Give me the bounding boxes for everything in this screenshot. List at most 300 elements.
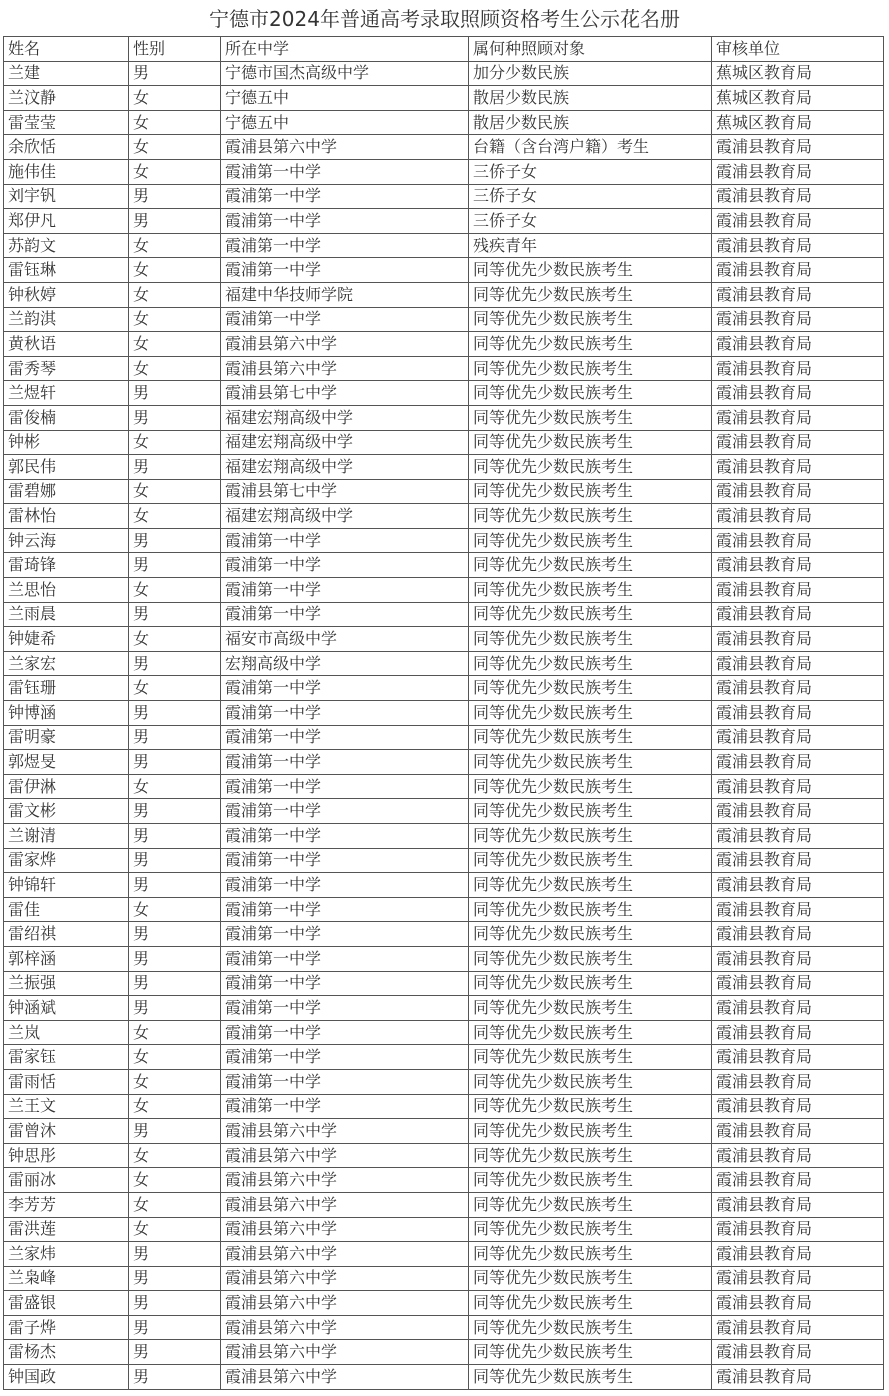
cell-gender: 男 (129, 405, 221, 430)
cell-category: 三侨子女 (469, 209, 712, 234)
table-row (4, 86, 884, 111)
table-row (4, 799, 884, 824)
cell-category: 同等优先少数民族考生 (469, 1266, 712, 1291)
cell-category: 同等优先少数民族考生 (469, 750, 712, 775)
cell-school: 霞浦第一中学 (221, 676, 469, 701)
table-row (4, 1266, 884, 1291)
cell-school: 霞浦第一中学 (221, 184, 469, 209)
cell-gender: 女 (129, 1168, 221, 1193)
cell-gender: 男 (129, 1266, 221, 1291)
cell-school: 霞浦第一中学 (221, 553, 469, 578)
table-row (4, 1143, 884, 1168)
table-row (4, 1094, 884, 1119)
cell-name: 钟云海 (4, 528, 129, 553)
cell-name: 苏韵文 (4, 233, 129, 258)
cell-category: 同等优先少数民族考生 (469, 282, 712, 307)
table-row (4, 1192, 884, 1217)
cell-unit: 霞浦县教育局 (712, 1365, 884, 1390)
table-row (4, 873, 884, 898)
cell-category: 同等优先少数民族考生 (469, 1242, 712, 1267)
cell-name: 兰谢清 (4, 824, 129, 849)
table-row (4, 1340, 884, 1365)
roster-body (4, 61, 884, 1389)
cell-unit: 霞浦县教育局 (712, 725, 884, 750)
cell-unit: 霞浦县教育局 (712, 307, 884, 332)
cell-gender: 女 (129, 282, 221, 307)
table-row (4, 135, 884, 160)
cell-gender: 女 (129, 1069, 221, 1094)
cell-gender: 男 (129, 184, 221, 209)
table-row (4, 332, 884, 357)
cell-category: 同等优先少数民族考生 (469, 602, 712, 627)
cell-gender: 男 (129, 1119, 221, 1144)
cell-gender: 女 (129, 1045, 221, 1070)
cell-unit: 霞浦县教育局 (712, 282, 884, 307)
cell-category: 同等优先少数民族考生 (469, 1168, 712, 1193)
cell-school: 霞浦第一中学 (221, 922, 469, 947)
cell-gender: 男 (129, 1291, 221, 1316)
cell-school: 霞浦县第六中学 (221, 1242, 469, 1267)
cell-school: 霞浦第一中学 (221, 774, 469, 799)
cell-unit: 霞浦县教育局 (712, 381, 884, 406)
cell-school: 霞浦第一中学 (221, 848, 469, 873)
cell-category: 同等优先少数民族考生 (469, 1365, 712, 1390)
table-row (4, 1119, 884, 1144)
cell-gender: 男 (129, 725, 221, 750)
cell-unit: 霞浦县教育局 (712, 774, 884, 799)
cell-category: 台籍（含台湾户籍）考生 (469, 135, 712, 160)
cell-gender: 女 (129, 356, 221, 381)
cell-gender: 女 (129, 258, 221, 283)
cell-name: 郭民伟 (4, 455, 129, 480)
cell-category: 同等优先少数民族考生 (469, 1315, 712, 1340)
cell-unit: 霞浦县教育局 (712, 1217, 884, 1242)
cell-unit: 霞浦县教育局 (712, 159, 884, 184)
table-row (4, 1242, 884, 1267)
cell-school: 霞浦第一中学 (221, 1094, 469, 1119)
cell-school: 宏翔高级中学 (221, 651, 469, 676)
cell-name: 雷佳 (4, 897, 129, 922)
cell-unit: 霞浦县教育局 (712, 627, 884, 652)
cell-name: 雷洪莲 (4, 1217, 129, 1242)
cell-category: 同等优先少数民族考生 (469, 455, 712, 480)
cell-unit: 霞浦县教育局 (712, 701, 884, 726)
table-row (4, 725, 884, 750)
cell-category: 残疾青年 (469, 233, 712, 258)
cell-unit: 霞浦县教育局 (712, 578, 884, 603)
cell-gender: 男 (129, 651, 221, 676)
table-row (4, 750, 884, 775)
cell-name: 钟涵斌 (4, 996, 129, 1021)
cell-category: 同等优先少数民族考生 (469, 922, 712, 947)
roster-table (3, 36, 884, 1390)
cell-name: 兰煜轩 (4, 381, 129, 406)
table-row (4, 381, 884, 406)
cell-category: 同等优先少数民族考生 (469, 479, 712, 504)
table-row (4, 258, 884, 283)
cell-category: 同等优先少数民族考生 (469, 553, 712, 578)
cell-school: 霞浦县第六中学 (221, 332, 469, 357)
cell-category: 同等优先少数民族考生 (469, 405, 712, 430)
cell-unit: 霞浦县教育局 (712, 455, 884, 480)
cell-school: 霞浦第一中学 (221, 1069, 469, 1094)
cell-gender: 男 (129, 824, 221, 849)
table-row (4, 1217, 884, 1242)
cell-category: 同等优先少数民族考生 (469, 356, 712, 381)
cell-name: 雷丽冰 (4, 1168, 129, 1193)
cell-unit: 霞浦县教育局 (712, 1291, 884, 1316)
cell-school: 霞浦县第七中学 (221, 479, 469, 504)
cell-name: 兰汶静 (4, 86, 129, 111)
cell-unit: 霞浦县教育局 (712, 258, 884, 283)
cell-name: 郭梓涵 (4, 946, 129, 971)
table-row (4, 61, 884, 86)
cell-gender: 女 (129, 504, 221, 529)
cell-unit: 霞浦县教育局 (712, 651, 884, 676)
cell-school: 霞浦县第六中学 (221, 1217, 469, 1242)
cell-name: 雷曾沐 (4, 1119, 129, 1144)
cell-school: 霞浦第一中学 (221, 824, 469, 849)
cell-category: 同等优先少数民族考生 (469, 1045, 712, 1070)
cell-school: 霞浦县第六中学 (221, 1192, 469, 1217)
cell-gender: 男 (129, 381, 221, 406)
cell-school: 霞浦第一中学 (221, 946, 469, 971)
cell-name: 兰建 (4, 61, 129, 86)
cell-category: 同等优先少数民族考生 (469, 774, 712, 799)
cell-unit: 霞浦县教育局 (712, 504, 884, 529)
cell-category: 同等优先少数民族考生 (469, 676, 712, 701)
cell-gender: 女 (129, 1143, 221, 1168)
header-unit: 审核单位 (712, 37, 884, 62)
table-row (4, 430, 884, 455)
cell-category: 同等优先少数民族考生 (469, 873, 712, 898)
cell-school: 福安市高级中学 (221, 627, 469, 652)
cell-unit: 霞浦县教育局 (712, 1340, 884, 1365)
table-row (4, 848, 884, 873)
cell-school: 霞浦县第六中学 (221, 135, 469, 160)
cell-school: 福建宏翔高级中学 (221, 455, 469, 480)
cell-category: 三侨子女 (469, 184, 712, 209)
cell-unit: 霞浦县教育局 (712, 479, 884, 504)
cell-unit: 霞浦县教育局 (712, 332, 884, 357)
cell-name: 雷伊淋 (4, 774, 129, 799)
table-row (4, 602, 884, 627)
table-row (4, 996, 884, 1021)
header-category: 属何种照顾对象 (469, 37, 712, 62)
cell-name: 余欣恬 (4, 135, 129, 160)
cell-unit: 霞浦县教育局 (712, 848, 884, 873)
cell-school: 福建宏翔高级中学 (221, 504, 469, 529)
table-row (4, 184, 884, 209)
cell-unit: 蕉城区教育局 (712, 110, 884, 135)
cell-unit: 霞浦县教育局 (712, 1119, 884, 1144)
cell-school: 霞浦第一中学 (221, 873, 469, 898)
table-row (4, 946, 884, 971)
table-row (4, 1365, 884, 1390)
cell-gender: 男 (129, 701, 221, 726)
cell-unit: 霞浦县教育局 (712, 1020, 884, 1045)
table-row (4, 922, 884, 947)
cell-school: 霞浦第一中学 (221, 602, 469, 627)
cell-name: 黄秋语 (4, 332, 129, 357)
cell-school: 霞浦县第六中学 (221, 1291, 469, 1316)
cell-category: 加分少数民族 (469, 61, 712, 86)
cell-name: 雷子烨 (4, 1315, 129, 1340)
cell-name: 雷碧娜 (4, 479, 129, 504)
cell-school: 霞浦县第六中学 (221, 1266, 469, 1291)
cell-gender: 男 (129, 848, 221, 873)
cell-school: 霞浦第一中学 (221, 258, 469, 283)
cell-category: 同等优先少数民族考生 (469, 332, 712, 357)
cell-school: 霞浦第一中学 (221, 1045, 469, 1070)
cell-category: 同等优先少数民族考生 (469, 627, 712, 652)
table-row (4, 971, 884, 996)
cell-school: 霞浦第一中学 (221, 897, 469, 922)
header-school: 所在中学 (221, 37, 469, 62)
table-row (4, 897, 884, 922)
cell-school: 霞浦县第七中学 (221, 381, 469, 406)
document-title: 宁德市2024年普通高考录取照顾资格考生公示花名册 (209, 7, 680, 31)
table-row (4, 651, 884, 676)
cell-gender: 女 (129, 332, 221, 357)
table-row (4, 553, 884, 578)
cell-name: 雷雨恬 (4, 1069, 129, 1094)
cell-unit: 霞浦县教育局 (712, 799, 884, 824)
cell-category: 同等优先少数民族考生 (469, 848, 712, 873)
cell-category: 同等优先少数民族考生 (469, 799, 712, 824)
cell-category: 同等优先少数民族考生 (469, 996, 712, 1021)
cell-name: 兰家宏 (4, 651, 129, 676)
table-row (4, 1291, 884, 1316)
cell-unit: 霞浦县教育局 (712, 1266, 884, 1291)
cell-school: 霞浦第一中学 (221, 750, 469, 775)
table-row (4, 578, 884, 603)
cell-category: 同等优先少数民族考生 (469, 1020, 712, 1045)
cell-unit: 霞浦县教育局 (712, 135, 884, 160)
cell-unit: 霞浦县教育局 (712, 430, 884, 455)
cell-category: 散居少数民族 (469, 110, 712, 135)
cell-category: 同等优先少数民族考生 (469, 946, 712, 971)
cell-gender: 女 (129, 110, 221, 135)
cell-name: 兰王文 (4, 1094, 129, 1119)
cell-gender: 女 (129, 479, 221, 504)
cell-gender: 女 (129, 774, 221, 799)
cell-gender: 女 (129, 1192, 221, 1217)
cell-unit: 霞浦县教育局 (712, 553, 884, 578)
cell-gender: 男 (129, 971, 221, 996)
cell-unit: 霞浦县教育局 (712, 405, 884, 430)
cell-gender: 男 (129, 750, 221, 775)
cell-school: 霞浦第一中学 (221, 1020, 469, 1045)
cell-name: 钟婕希 (4, 627, 129, 652)
cell-unit: 霞浦县教育局 (712, 1242, 884, 1267)
cell-name: 钟博涵 (4, 701, 129, 726)
cell-unit: 霞浦县教育局 (712, 209, 884, 234)
cell-name: 雷文彬 (4, 799, 129, 824)
table-row (4, 209, 884, 234)
cell-school: 霞浦县第六中学 (221, 356, 469, 381)
cell-unit: 霞浦县教育局 (712, 897, 884, 922)
cell-name: 雷俊楠 (4, 405, 129, 430)
cell-name: 兰思怡 (4, 578, 129, 603)
cell-school: 宁德五中 (221, 86, 469, 111)
cell-school: 霞浦第一中学 (221, 725, 469, 750)
cell-unit: 霞浦县教育局 (712, 824, 884, 849)
cell-school: 霞浦第一中学 (221, 233, 469, 258)
table-row (4, 774, 884, 799)
cell-school: 福建中华技师学院 (221, 282, 469, 307)
cell-name: 雷林怡 (4, 504, 129, 529)
cell-name: 雷琦锋 (4, 553, 129, 578)
cell-name: 兰振强 (4, 971, 129, 996)
cell-school: 福建宏翔高级中学 (221, 405, 469, 430)
cell-category: 同等优先少数民族考生 (469, 1069, 712, 1094)
table-row (4, 1315, 884, 1340)
cell-name: 雷钰珊 (4, 676, 129, 701)
table-row (4, 307, 884, 332)
cell-gender: 男 (129, 602, 221, 627)
cell-school: 宁德市国杰高级中学 (221, 61, 469, 86)
cell-category: 同等优先少数民族考生 (469, 504, 712, 529)
cell-category: 三侨子女 (469, 159, 712, 184)
cell-category: 同等优先少数民族考生 (469, 1192, 712, 1217)
cell-name: 郑伊凡 (4, 209, 129, 234)
cell-gender: 男 (129, 1365, 221, 1390)
cell-gender: 男 (129, 1340, 221, 1365)
table-row (4, 233, 884, 258)
cell-name: 雷盛银 (4, 1291, 129, 1316)
cell-category: 同等优先少数民族考生 (469, 651, 712, 676)
cell-category: 同等优先少数民族考生 (469, 528, 712, 553)
cell-unit: 蕉城区教育局 (712, 86, 884, 111)
table-row (4, 110, 884, 135)
table-row (4, 676, 884, 701)
cell-unit: 霞浦县教育局 (712, 996, 884, 1021)
cell-unit: 霞浦县教育局 (712, 1315, 884, 1340)
cell-gender: 女 (129, 627, 221, 652)
header-name: 姓名 (4, 37, 129, 62)
cell-unit: 霞浦县教育局 (712, 184, 884, 209)
cell-name: 雷秀琴 (4, 356, 129, 381)
cell-school: 霞浦第一中学 (221, 209, 469, 234)
cell-gender: 男 (129, 799, 221, 824)
cell-category: 同等优先少数民族考生 (469, 430, 712, 455)
cell-gender: 女 (129, 307, 221, 332)
cell-gender: 女 (129, 1094, 221, 1119)
cell-gender: 女 (129, 1217, 221, 1242)
table-row (4, 528, 884, 553)
cell-gender: 女 (129, 1020, 221, 1045)
table-row (4, 627, 884, 652)
cell-gender: 男 (129, 873, 221, 898)
cell-school: 霞浦县第六中学 (221, 1168, 469, 1193)
cell-gender: 女 (129, 135, 221, 160)
cell-school: 霞浦第一中学 (221, 159, 469, 184)
table-row (4, 504, 884, 529)
cell-school: 霞浦第一中学 (221, 996, 469, 1021)
cell-category: 同等优先少数民族考生 (469, 701, 712, 726)
cell-name: 雷莹莹 (4, 110, 129, 135)
cell-name: 刘宇钒 (4, 184, 129, 209)
table-row (4, 356, 884, 381)
cell-unit: 蕉城区教育局 (712, 61, 884, 86)
cell-gender: 男 (129, 61, 221, 86)
header-gender: 性别 (129, 37, 221, 62)
cell-unit: 霞浦县教育局 (712, 1094, 884, 1119)
cell-unit: 霞浦县教育局 (712, 1045, 884, 1070)
cell-school: 福建宏翔高级中学 (221, 430, 469, 455)
cell-category: 同等优先少数民族考生 (469, 381, 712, 406)
cell-school: 宁德五中 (221, 110, 469, 135)
cell-category: 同等优先少数民族考生 (469, 258, 712, 283)
cell-name: 钟思彤 (4, 1143, 129, 1168)
cell-name: 兰雨晨 (4, 602, 129, 627)
cell-school: 霞浦县第六中学 (221, 1143, 469, 1168)
cell-category: 同等优先少数民族考生 (469, 971, 712, 996)
cell-name: 兰韵淇 (4, 307, 129, 332)
cell-unit: 霞浦县教育局 (712, 873, 884, 898)
cell-category: 同等优先少数民族考生 (469, 578, 712, 603)
cell-category: 同等优先少数民族考生 (469, 897, 712, 922)
cell-gender: 男 (129, 922, 221, 947)
cell-category: 同等优先少数民族考生 (469, 1340, 712, 1365)
table-row (4, 1045, 884, 1070)
table-row (4, 455, 884, 480)
cell-school: 霞浦第一中学 (221, 971, 469, 996)
cell-gender: 男 (129, 528, 221, 553)
cell-unit: 霞浦县教育局 (712, 1069, 884, 1094)
cell-school: 霞浦第一中学 (221, 578, 469, 603)
cell-name: 雷家烨 (4, 848, 129, 873)
cell-category: 同等优先少数民族考生 (469, 307, 712, 332)
cell-category: 同等优先少数民族考生 (469, 725, 712, 750)
cell-unit: 霞浦县教育局 (712, 356, 884, 381)
cell-gender: 男 (129, 946, 221, 971)
cell-unit: 霞浦县教育局 (712, 946, 884, 971)
table-row (4, 479, 884, 504)
cell-unit: 霞浦县教育局 (712, 1168, 884, 1193)
cell-category: 同等优先少数民族考生 (469, 1217, 712, 1242)
cell-unit: 霞浦县教育局 (712, 1192, 884, 1217)
cell-category: 同等优先少数民族考生 (469, 1119, 712, 1144)
cell-name: 雷明豪 (4, 725, 129, 750)
cell-gender: 男 (129, 1315, 221, 1340)
cell-gender: 男 (129, 1242, 221, 1267)
cell-unit: 霞浦县教育局 (712, 602, 884, 627)
table-row (4, 824, 884, 849)
table-row (4, 405, 884, 430)
cell-school: 霞浦第一中学 (221, 528, 469, 553)
cell-gender: 女 (129, 897, 221, 922)
cell-category: 同等优先少数民族考生 (469, 1094, 712, 1119)
cell-name: 雷杨杰 (4, 1340, 129, 1365)
cell-unit: 霞浦县教育局 (712, 971, 884, 996)
cell-gender: 女 (129, 676, 221, 701)
cell-name: 兰家炜 (4, 1242, 129, 1267)
cell-name: 钟国政 (4, 1365, 129, 1390)
table-row (4, 701, 884, 726)
cell-school: 霞浦县第六中学 (221, 1315, 469, 1340)
cell-name: 钟锦轩 (4, 873, 129, 898)
cell-school: 霞浦第一中学 (221, 701, 469, 726)
cell-gender: 女 (129, 233, 221, 258)
cell-school: 霞浦县第六中学 (221, 1365, 469, 1390)
cell-school: 霞浦第一中学 (221, 799, 469, 824)
header-row (4, 37, 884, 62)
cell-gender: 女 (129, 430, 221, 455)
cell-category: 同等优先少数民族考生 (469, 1143, 712, 1168)
table-row (4, 282, 884, 307)
